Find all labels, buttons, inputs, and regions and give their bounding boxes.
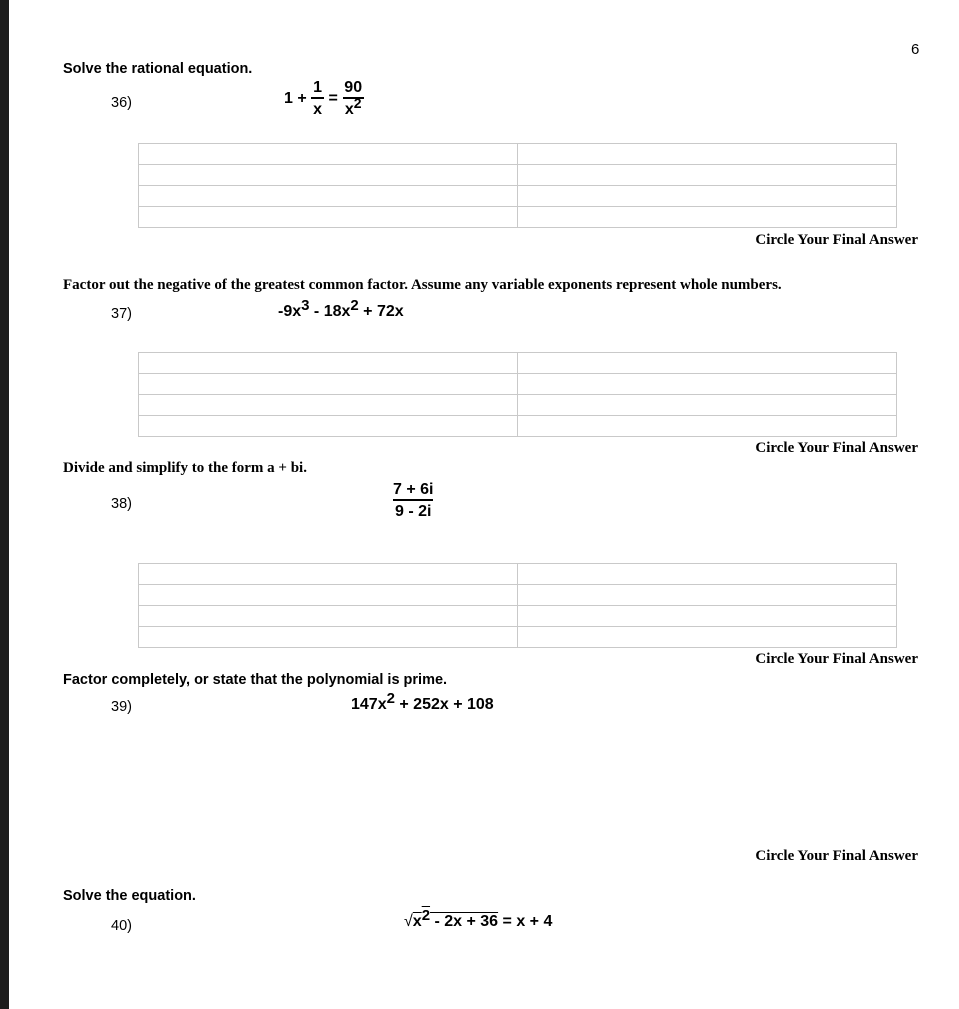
q36-frac1-denominator: x [311, 97, 324, 119]
q36-equation [284, 79, 364, 119]
grid-cell[interactable] [517, 395, 896, 415]
q36-circle-label: Circle Your Final Answer [755, 232, 918, 248]
q40-number: 40) [111, 918, 132, 934]
q38-number: 38) [111, 496, 132, 512]
q36-fraction-1 [311, 79, 324, 119]
grid-row [139, 353, 896, 373]
q36-frac2-denominator [343, 97, 364, 119]
grid-cell[interactable] [517, 144, 896, 164]
q37-expression [278, 297, 404, 321]
q36-lead: 1 + [284, 90, 307, 108]
grid-cell[interactable] [517, 186, 896, 206]
grid-cell[interactable] [517, 564, 896, 584]
q38-expression [391, 481, 435, 521]
q36-instruction: Solve the rational equation. [63, 61, 253, 77]
grid-row [139, 584, 896, 605]
grid-cell[interactable] [517, 374, 896, 394]
q37-exponent-1: 3 [301, 297, 310, 314]
q38-denominator: 9 - 2i [393, 499, 433, 521]
q37-number: 37) [111, 306, 132, 322]
q36-equals: = [328, 90, 338, 108]
q36-fraction-2 [342, 79, 364, 119]
page-left-edge [0, 0, 9, 1009]
grid-row [139, 564, 896, 584]
q38-answer-grid [138, 563, 897, 648]
q37-answer-grid [138, 352, 897, 437]
grid-cell[interactable] [139, 585, 517, 605]
grid-row [139, 185, 896, 206]
q39-term-1: 147x [351, 696, 387, 713]
q36-frac2-numerator: 90 [344, 79, 363, 96]
grid-row [139, 373, 896, 394]
grid-row [139, 164, 896, 185]
q38-numerator: 7 + 6i [393, 481, 434, 498]
q36-frac1-numerator: 1 [313, 79, 323, 96]
grid-cell[interactable] [139, 606, 517, 626]
q36-frac2-den-base: x [344, 101, 354, 118]
grid-cell[interactable] [517, 165, 896, 185]
grid-cell[interactable] [517, 207, 896, 227]
grid-row [139, 415, 896, 436]
grid-cell[interactable] [139, 627, 517, 647]
q37-circle-label: Circle Your Final Answer [755, 440, 918, 456]
q40-radicand-base: x [412, 913, 422, 930]
q39-number: 39) [111, 699, 132, 715]
grid-cell[interactable] [139, 186, 517, 206]
grid-row [139, 626, 896, 647]
q40-rhs: = x + 4 [498, 913, 553, 930]
q39-circle-label: Circle Your Final Answer [755, 848, 918, 864]
grid-cell[interactable] [139, 395, 517, 415]
q38-fraction [391, 481, 435, 521]
q37-exponent-2: 2 [350, 297, 359, 314]
grid-cell[interactable] [517, 627, 896, 647]
grid-cell[interactable] [139, 353, 517, 373]
q39-term-2: + 252x + 108 [394, 696, 494, 713]
q37-term-1: -9x [278, 303, 302, 320]
grid-row [139, 206, 896, 227]
grid-cell[interactable] [139, 416, 517, 436]
q39-instruction: Factor completely, or state that the polynomial is prime. [63, 672, 448, 688]
q40-instruction: Solve the equation. [63, 888, 196, 904]
q40-equation [404, 907, 553, 931]
grid-cell[interactable] [517, 416, 896, 436]
grid-cell[interactable] [139, 207, 517, 227]
radical-symbol: √ [404, 913, 413, 930]
page-number: 6 [911, 41, 920, 58]
q36-answer-grid [138, 143, 897, 228]
grid-cell[interactable] [139, 144, 517, 164]
grid-row [139, 144, 896, 164]
grid-cell[interactable] [139, 564, 517, 584]
grid-cell[interactable] [517, 353, 896, 373]
grid-cell[interactable] [517, 585, 896, 605]
q37-instruction: Factor out the negative of the greatest common factor. Assume any variable exponents represent whole numbers. [63, 277, 782, 293]
q36-frac2-den-exponent: 2 [353, 95, 362, 111]
grid-row [139, 394, 896, 415]
q37-term-3: + 72x [358, 303, 404, 320]
q40-radicand [412, 907, 499, 930]
grid-cell[interactable] [139, 165, 517, 185]
q39-exponent-1: 2 [386, 690, 395, 707]
grid-cell[interactable] [517, 606, 896, 626]
grid-cell[interactable] [139, 374, 517, 394]
q36-number: 36) [111, 95, 132, 111]
q40-radicand-rest: - 2x + 36 [430, 913, 499, 930]
grid-row [139, 605, 896, 626]
q38-instruction: Divide and simplify to the form a + bi. [63, 460, 307, 476]
q39-expression [351, 690, 494, 714]
q40-radicand-exponent: 2 [421, 907, 431, 924]
q37-term-2: - 18x [309, 303, 351, 320]
q38-circle-label: Circle Your Final Answer [755, 651, 918, 667]
